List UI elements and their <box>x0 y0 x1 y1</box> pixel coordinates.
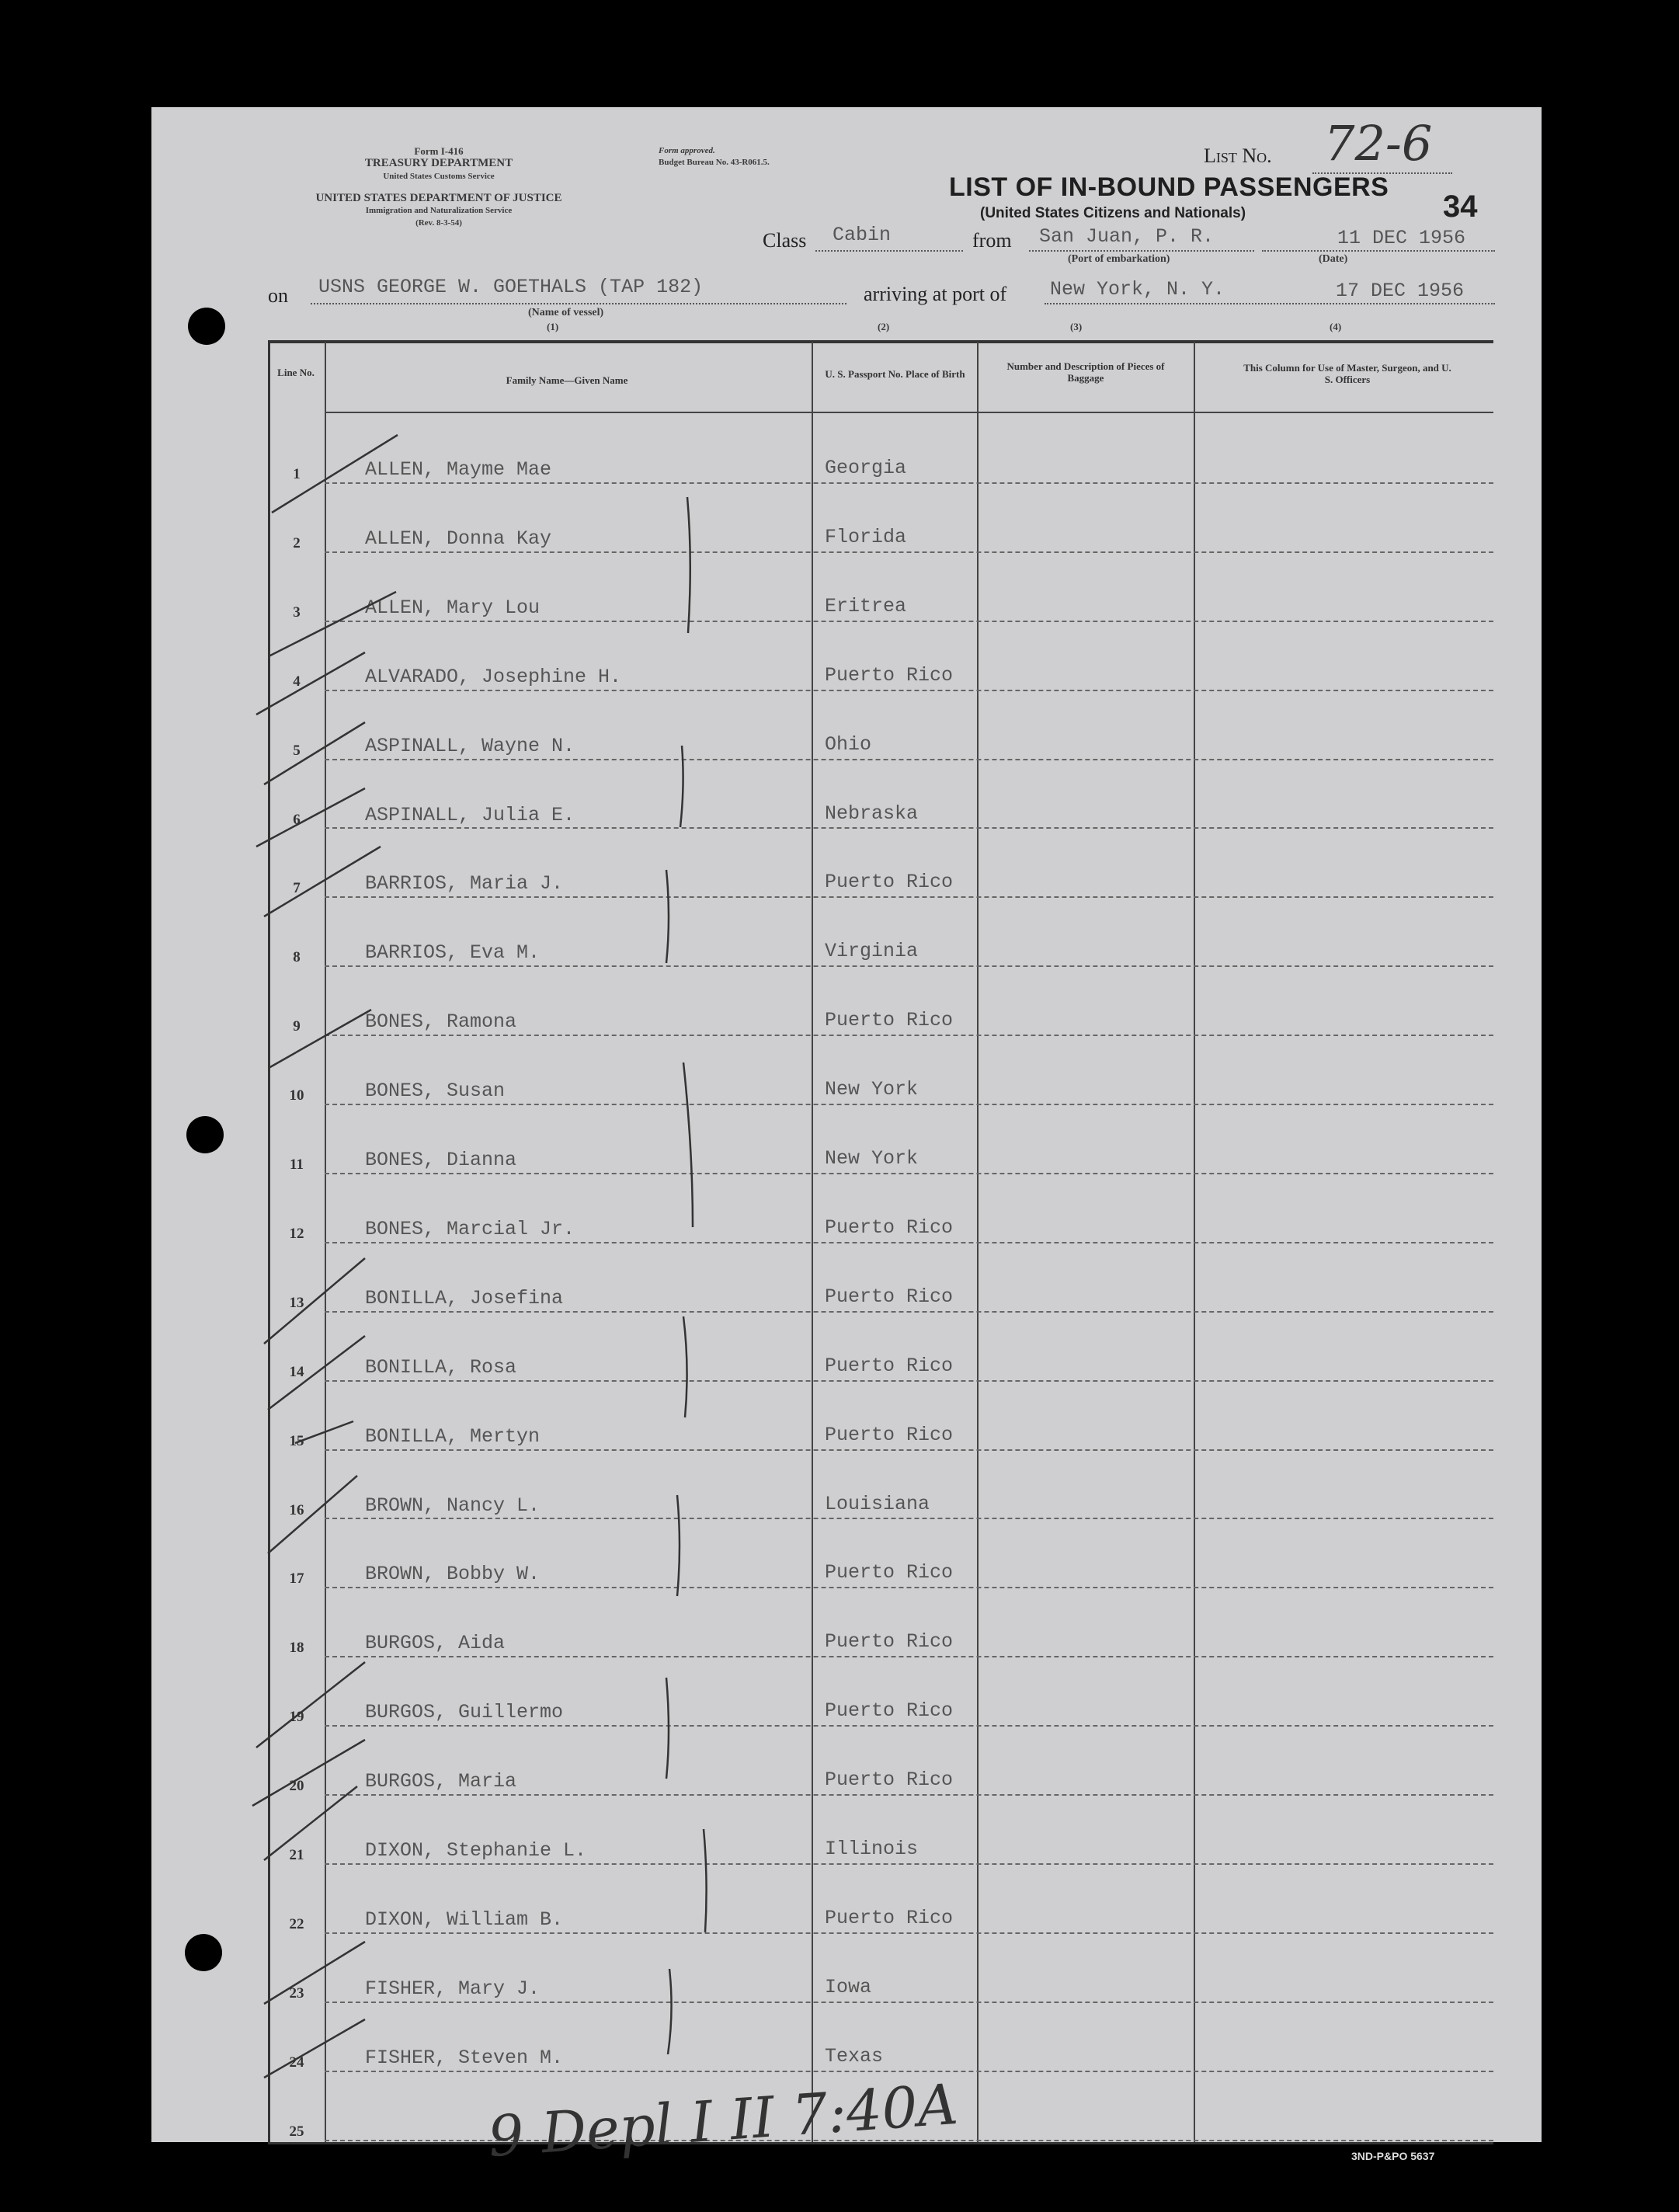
vessel-name: USNS GEORGE W. GOETHALS (TAP 182) <box>318 276 704 298</box>
passenger-name: BROWN, Bobby W. <box>365 1563 541 1586</box>
passenger-name: ALVARADO, Josephine H. <box>365 665 622 688</box>
place-of-birth: Puerto Rico <box>825 1769 954 1792</box>
line-number: 1 <box>293 466 301 482</box>
line-number: 16 <box>289 1501 304 1518</box>
place-of-birth: Puerto Rico <box>825 1009 954 1032</box>
line-number: 25 <box>289 2123 304 2140</box>
handwritten-annotation: 9 Depl I II 7:40A <box>485 2071 961 2170</box>
col-header-passport: U. S. Passport No. Place of Birth <box>825 368 965 380</box>
passenger-name: ASPINALL, Julia E. <box>365 803 575 826</box>
place-of-birth: Puerto Rico <box>825 1906 954 1929</box>
place-of-birth: Puerto Rico <box>825 1354 954 1377</box>
arrival-date: 17 DEC 1956 <box>1336 280 1465 302</box>
on-label: on <box>268 284 288 307</box>
col-index-4: (4) <box>1330 321 1342 332</box>
departure-date: 11 DEC 1956 <box>1337 227 1466 249</box>
customs-service: United States Customs Service <box>383 172 495 181</box>
passenger-name: ALLEN, Donna Kay <box>365 527 552 550</box>
passenger-name: FISHER, Mary J. <box>365 1977 541 2000</box>
passenger-name: ASPINALL, Wayne N. <box>365 734 575 757</box>
place-of-birth: Puerto Rico <box>825 1630 954 1654</box>
place-of-birth: Iowa <box>825 1975 872 1998</box>
list-no-label: List No. <box>1204 144 1272 167</box>
passenger-name: BONILLA, Mertyn <box>365 1424 541 1448</box>
class-label: Class <box>763 229 807 252</box>
passenger-name: BROWN, Nancy L. <box>365 1494 541 1517</box>
line-number: 24 <box>289 2054 304 2071</box>
passenger-name: DIXON, Stephanie L. <box>365 1839 587 1862</box>
place-of-birth: Louisiana <box>825 1492 930 1515</box>
col-index-2: (2) <box>878 321 890 332</box>
col-header-line: Line No. <box>277 367 315 378</box>
passenger-name: ALLEN, Mayme Mae <box>365 458 552 481</box>
line-number: 17 <box>289 1570 304 1588</box>
line-number: 9 <box>293 1018 301 1035</box>
line-number: 13 <box>289 1294 304 1311</box>
passenger-name: BONES, Ramona <box>365 1010 517 1034</box>
line-number: 3 <box>293 603 301 621</box>
ins-service: Immigration and Naturalization Service <box>365 206 513 215</box>
embarkation-port: San Juan, P. R. <box>1039 225 1215 248</box>
line-number: 10 <box>289 1087 304 1104</box>
place-of-birth: Puerto Rico <box>825 1423 954 1446</box>
line-number: 22 <box>289 1915 304 1932</box>
page-number: 34 <box>1443 190 1478 224</box>
line-number: 18 <box>289 1640 304 1657</box>
arriving-label: arriving at port of <box>864 283 1007 305</box>
place-of-birth: Puerto Rico <box>825 663 954 687</box>
budget-bureau: Budget Bureau No. 43-R061.5. <box>659 158 770 167</box>
place-of-birth: New York <box>825 1147 919 1170</box>
line-number: 21 <box>289 1847 304 1863</box>
treasury-dept: TREASURY DEPARTMENT <box>364 157 513 169</box>
col-index-3: (3) <box>1070 321 1083 332</box>
form-revision: (Rev. 8-3-54) <box>415 218 462 228</box>
line-number: 8 <box>293 949 301 966</box>
passenger-name: BONES, Susan <box>365 1080 506 1103</box>
justice-dept: UNITED STATES DEPARTMENT OF JUSTICE <box>315 192 562 204</box>
passenger-name: BURGOS, Guillermo <box>365 1701 564 1724</box>
passenger-name: FISHER, Steven M. <box>365 2046 564 2069</box>
passenger-name: BONILLA, Josefina <box>365 1286 564 1309</box>
place-of-birth: Puerto Rico <box>825 1285 954 1308</box>
place-of-birth: Texas <box>825 2044 884 2068</box>
passenger-name: BARRIOS, Maria J. <box>365 872 564 896</box>
passenger-name: BURGOS, Maria <box>365 1770 517 1793</box>
place-of-birth: Puerto Rico <box>825 1699 954 1723</box>
line-number: 23 <box>289 1984 304 2002</box>
line-number: 20 <box>289 1778 304 1795</box>
line-number: 4 <box>293 673 301 690</box>
passenger-name: DIXON, William B. <box>365 1908 564 1931</box>
place-of-birth: Georgia <box>825 457 907 479</box>
port-caption: (Port of embarkation) <box>1068 253 1170 265</box>
document-subtitle: (United States Citizens and Nationals) <box>980 205 1246 221</box>
passenger-name: ALLEN, Mary Lou <box>365 596 541 619</box>
place-of-birth: Puerto Rico <box>825 1216 954 1239</box>
place-of-birth: Illinois <box>825 1838 919 1860</box>
col-header-baggage: Number and Description of Pieces of Baggage <box>1006 360 1165 384</box>
place-of-birth: New York <box>825 1078 919 1101</box>
line-number: 12 <box>289 1225 304 1242</box>
col-index-1: (1) <box>547 321 559 332</box>
place-of-birth: Virginia <box>825 940 919 963</box>
line-number: 14 <box>289 1363 304 1380</box>
passenger-name: BONES, Marcial Jr. <box>365 1217 575 1240</box>
line-number: 7 <box>293 880 301 897</box>
line-number: 11 <box>290 1156 304 1173</box>
passenger-name: BONES, Dianna <box>365 1149 517 1171</box>
printer-code: 3ND-P&PO 5637 <box>1351 2150 1435 2162</box>
place-of-birth: Florida <box>825 525 907 548</box>
place-of-birth: Ohio <box>825 732 872 756</box>
col-header-name: Family Name—Given Name <box>506 374 628 386</box>
list-number: 72-6 <box>1324 115 1433 172</box>
form-number: Form I-416 <box>414 145 464 157</box>
date-caption: (Date) <box>1319 253 1348 265</box>
vessel-caption: (Name of vessel) <box>528 307 604 318</box>
line-number: 6 <box>293 811 301 828</box>
line-number: 19 <box>289 1709 304 1726</box>
line-number: 2 <box>293 534 301 551</box>
passenger-name: BONILLA, Rosa <box>365 1355 517 1379</box>
form-approved: Form approved. <box>659 146 715 155</box>
place-of-birth: Puerto Rico <box>825 1561 954 1584</box>
passenger-name: BURGOS, Aida <box>365 1632 506 1655</box>
document-title: LIST OF IN-BOUND PASSENGERS <box>949 172 1389 202</box>
line-number: 15 <box>289 1432 304 1449</box>
class-value: Cabin <box>833 224 892 246</box>
place-of-birth: Nebraska <box>825 802 919 825</box>
place-of-birth: Puerto Rico <box>825 871 954 894</box>
place-of-birth: Eritrea <box>825 594 907 617</box>
from-label: from <box>972 229 1012 252</box>
passenger-name: BARRIOS, Eva M. <box>365 941 541 965</box>
line-number: 5 <box>293 742 301 759</box>
col-header-officers: This Column for Use of Master, Surgeon, and U. S. Officers <box>1243 362 1451 385</box>
arrival-port: New York, N. Y. <box>1050 278 1225 301</box>
